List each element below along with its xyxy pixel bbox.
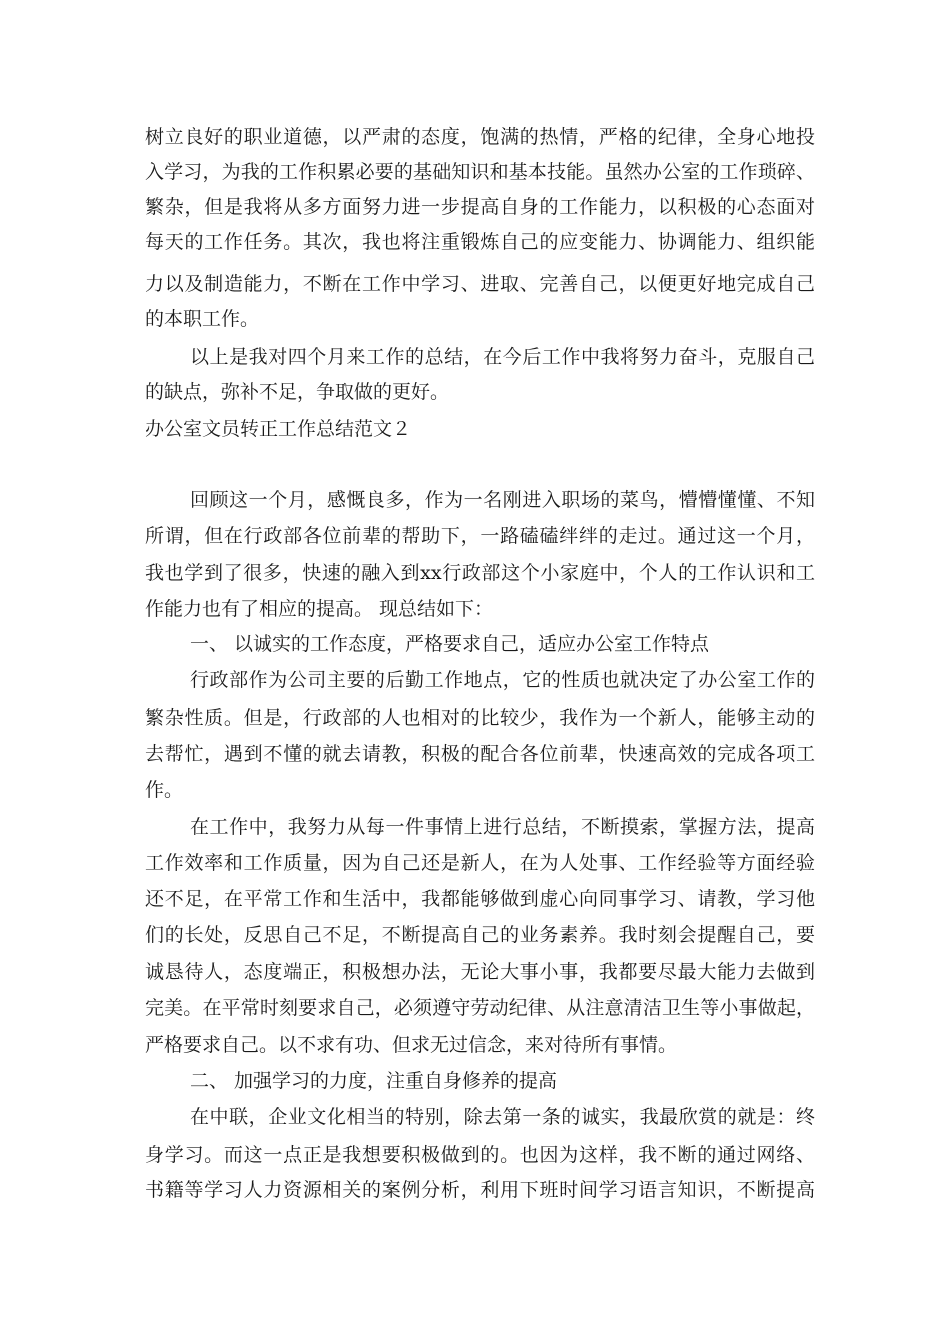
body-text-line: 诚恳待人，态度端正，积极想办法，无论大事小事，我都要尽最大能力去做到 xyxy=(145,961,815,983)
subsection-heading: 一、 以诚实的工作态度，严格要求自己，适应办公室工作特点 xyxy=(190,633,710,655)
body-text-line: 去帮忙，遇到不懂的就去请教，积极的配合各位前辈，快速高效的完成各项工 xyxy=(145,743,815,765)
section-heading: 办公室文员转正工作总结范文２ xyxy=(145,418,412,440)
body-text-line: 严格要求自己。以不求有功、但求无过信念，来对待所有事情。 xyxy=(145,1034,678,1056)
body-text-line: 所谓，但在行政部各位前辈的帮助下，一路磕磕绊绊的走过。通过这一个月， xyxy=(145,525,815,547)
body-text-line: 行政部作为公司主要的后勤工作地点，它的性质也就决定了办公室工作的 xyxy=(190,669,815,691)
body-text-line: 每天的工作任务。其次，我也将注重锻炼自己的应变能力、协调能力、组织能 xyxy=(145,231,815,253)
body-text-line: 还不足，在平常工作和生活中，我都能够做到虚心向同事学习、请教，学习他 xyxy=(145,888,815,910)
body-text-line: 的本职工作。 xyxy=(145,308,260,330)
body-text-line: 作能力也有了相应的提高。 现总结如下： xyxy=(145,598,494,620)
subsection-heading: 二、 加强学习的力度，注重自身修养的提高 xyxy=(190,1070,558,1092)
body-text-line: 以上是我对四个月来工作的总结，在今后工作中我将努力奋斗，克服自己 xyxy=(190,346,815,368)
body-text-line: 回顾这一个月，感慨良多，作为一名刚进入职场的菜鸟，懵懵懂懂、不知 xyxy=(190,489,815,511)
body-text-line: 入学习，为我的工作积累必要的基础知识和基本技能。虽然办公室的工作琐碎、 xyxy=(145,161,815,183)
body-text-line: 的缺点，弥补不足，争取做的更好。 xyxy=(145,381,450,403)
body-text-line: 树立良好的职业道德，以严肃的态度，饱满的热情，严格的纪律，全身心地投 xyxy=(145,126,815,148)
body-text-line: 作。 xyxy=(145,779,184,801)
body-text-line: 繁杂性质。但是，行政部的人也相对的比较少，我作为一个新人，能够主动的 xyxy=(145,707,815,729)
body-text-line: 力以及制造能力，不断在工作中学习、进取、完善自己，以便更好地完成自己 xyxy=(145,273,815,295)
body-text-line: 完美。在平常时刻要求自己，必须遵守劳动纪律、从注意清洁卫生等小事做起， xyxy=(145,997,815,1019)
body-text-line: 书籍等学习人力资源相关的案例分析，利用下班时间学习语言知识，不断提高 xyxy=(145,1179,815,1201)
body-text-line: 我也学到了很多，快速的融入到xx行政部这个小家庭中，个人的工作认识和工 xyxy=(145,562,815,584)
body-text-line: 身学习。而这一点正是我想要积极做到的。也因为这样，我不断的通过网络、 xyxy=(145,1144,815,1166)
body-text-line: 们的长处，反思自己不足，不断提高自己的业务素养。我时刻会提醒自己，要 xyxy=(145,924,815,946)
body-text-line: 工作效率和工作质量，因为自己还是新人，在为人处事、工作经验等方面经验 xyxy=(145,852,815,874)
body-text-line: 在中联，企业文化相当的特别，除去第一条的诚实，我最欣赏的就是：终 xyxy=(190,1106,815,1128)
body-text-line: 在工作中，我努力从每一件事情上进行总结，不断摸索，掌握方法，提高 xyxy=(190,816,815,838)
body-text-line: 繁杂，但是我将从多方面努力进一步提高自身的工作能力，以积极的心态面对 xyxy=(145,196,815,218)
